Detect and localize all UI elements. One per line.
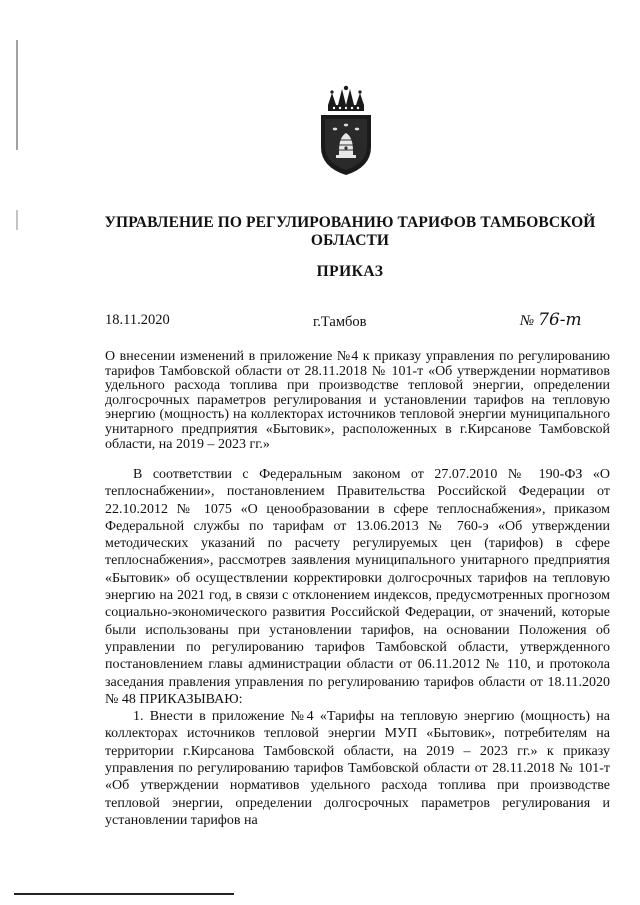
preamble-paragraph: В соответствии с Федеральным законом от 27.07.2010 № 190-ФЗ «О теплоснабжении», постановлением Правительства Российской Федерации от 22.10.2012 № 1075 «О ценообразовании в сфере теплоснабжения», приказом Федеральной службы по тарифам от 13.06.2013 № 760-э «Об утверждении методических указаний по расчету регулируемых цен (тарифов) в сфере теплоснабжения», рассмотрев заявления муниципального унитарного предприятия «Бытовик» об осуществлении корректировки долгосрочных тарифов на тепловую энергию на 2021 год, в связи с отклонением индексов, предусмотренных прогнозом социально-экономического развития Российской Федерации, от значений, которые были использованы при установлении тарифов, на основании Положения об управлении по регулированию тарифов Тамбовской области, утвержденного постановлением главы администрации области от 06.11.2012 № 110, и протокола заседания правления управления по регулированию тарифов области от 18.11.2020 № 48 ПРИКАЗЫВАЮ: bbox=[105, 467, 610, 707]
scan-artifact bbox=[16, 40, 18, 150]
tambov-coat-of-arms-icon bbox=[317, 85, 375, 177]
organization-title: УПРАВЛЕНИЕ ПО РЕГУЛИРОВАНИЮ ТАРИФОВ ТАМБОВСКОЙ ОБЛАСТИ bbox=[104, 214, 596, 249]
document-body bbox=[105, 466, 610, 829]
document-number bbox=[520, 310, 582, 330]
document-city: г.Тамбов bbox=[313, 314, 367, 330]
document-subject: О внесении изменений в приложение №4 к приказу управления по регулированию тарифов Тамбовской области от 28.11.2018 № 101-т «Об утверждении нормативов удельного расхода топлива при производстве тепловой энергии, определении долгосрочных параметров регулирования и установлении тарифов на тепловую энергию (мощность) на коллекторах источников тепловой энергии муниципального унитарного предприятия «Бытовик», расположенных в г.Кирсанове Тамбовской области, на 2019 – 2023 гг.» bbox=[105, 349, 610, 452]
document-date: 18.11.2020 bbox=[105, 312, 170, 328]
footer-divider bbox=[14, 893, 234, 895]
order-item-1: 1. Внести в приложение №4 «Тарифы на тепловую энергию (мощность) на коллекторах источников тепловой энергии МУП «Бытовик», потребителям на территории г.Кирсанова Тамбовской области, на 2019 – 2023 гг.» к приказу управления по регулированию тарифов Тамбовской области от 28.11.2018 № 101-т «Об утверждении нормативов удельного расхода топлива при производстве тепловой энергии, определении долгосрочных параметров регулирования и установлении тарифов на bbox=[105, 709, 610, 828]
scan-artifact bbox=[16, 210, 18, 230]
number-value: 76-т bbox=[538, 310, 582, 330]
number-prefix: № bbox=[520, 313, 535, 329]
document-type: ПРИКАЗ bbox=[316, 263, 384, 280]
